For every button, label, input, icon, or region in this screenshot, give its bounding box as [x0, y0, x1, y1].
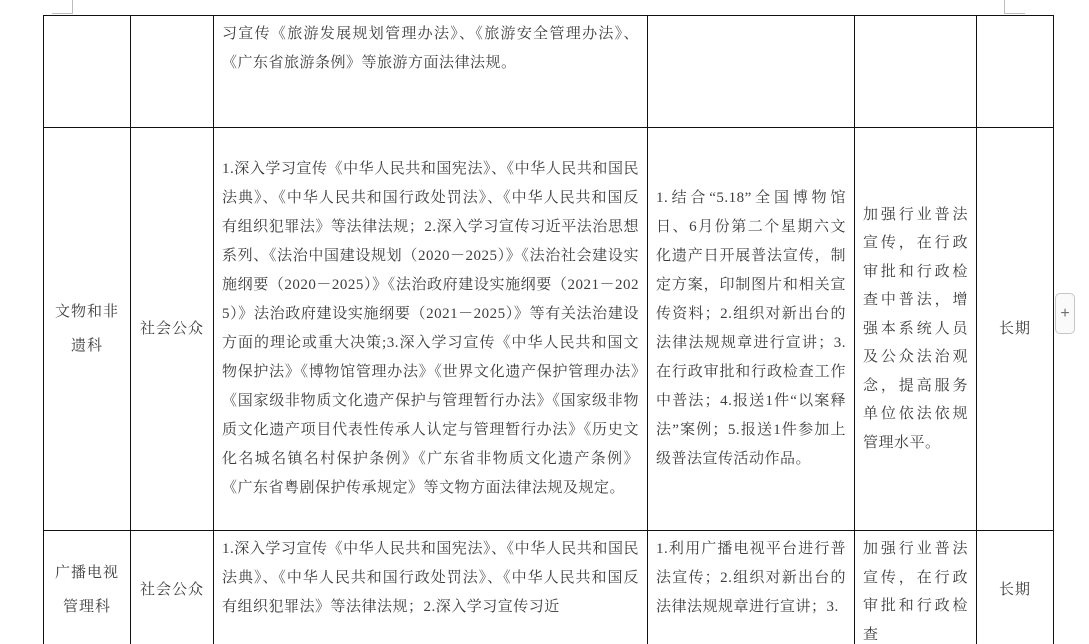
table-row	[44, 16, 1054, 128]
table-row	[44, 128, 1054, 531]
page-margin-mark-left-vertical	[72, 0, 73, 13]
cell-learning-content[interactable]: 1.深入学习宣传《中华人民共和国宪法》、《中华人民共和国民法典》、《中华人民共和国行政处罚法》、《中华人民共和国反有组织犯罪法》等法律法规；2.深入学习宣传习近	[214, 531, 648, 644]
cell-measures[interactable]	[648, 16, 855, 128]
cell-department[interactable]	[44, 16, 131, 128]
page-margin-mark-right-horizontal	[1004, 13, 1025, 14]
cell-audience[interactable]	[131, 16, 214, 128]
cell-measures[interactable]: 1.利用广播电视平台进行普法宣传；2.组织对新出台的法律法规规章进行宣讲；3.	[648, 531, 855, 644]
cell-goal[interactable]: 加强行业普法宣传，在行政审批和行政检查	[855, 531, 977, 644]
law-promotion-plan-table	[43, 15, 1054, 644]
cell-department[interactable]: 文物和非遗科	[44, 128, 131, 531]
table-row	[44, 531, 1054, 644]
plus-icon: +	[1060, 304, 1070, 322]
add-button[interactable]	[1055, 293, 1075, 334]
cell-goal[interactable]	[855, 16, 977, 128]
cell-measures[interactable]: 1.结合“5.18”全国博物馆日、6月份第二个星期六文化遗产日开展普法宣传，制定方案，印制图片和相关宣传资料；2.组织对新出台的法律法规规章进行宣讲；3.在行政审批和行政检查工作中普法；4.报送1件“以案释法”案例；5.报送1件参加上级普法宣传活动作品。	[648, 128, 855, 531]
cell-duration[interactable]: 长期	[977, 128, 1054, 531]
cell-audience[interactable]: 社会公众	[131, 531, 214, 644]
cell-duration[interactable]: 长期	[977, 531, 1054, 644]
cell-learning-content[interactable]: 1.深入学习宣传《中华人民共和国宪法》、《中华人民共和国民法典》、《中华人民共和国行政处罚法》、《中华人民共和国反有组织犯罪法》等法律法规；2.深入学习宣传习近平法治思想系列、《法治中国建设规划（2020－2025）》《法治社会建设实施纲要（2020－2025）》《法治政府建设实施纲要（2021－2025）》法治政府建设实施纲要（2021－2025）》等有关法治建设方面的理论或重大决策;3.深入学习宣传《中华人民共和国文物保护法》《博物馆管理办法》《世界文化遗产保护管理办法》《国家级非物质文化遗产保护与管理暂行办法》《国家级非物质文化遗产项目代表性传承人认定与管理暂行办法》《历史文化名城名镇名村保护条例》《广东省非物质文化遗产条例》《广东省粤剧保护传承规定》等文物方面法律法规及规定。	[214, 128, 648, 531]
cell-department[interactable]: 广播电视管理科	[44, 531, 131, 644]
cell-learning-content[interactable]: 习宣传《旅游发展规划管理办法》、《旅游安全管理办法》、《广东省旅游条例》等旅游方面法律法规。	[214, 16, 648, 128]
page-margin-mark-left-horizontal	[52, 13, 73, 14]
page-margin-mark-right-vertical	[1004, 0, 1005, 13]
cell-goal[interactable]: 加强行业普法宣传，在行政审批和行政检查中普法，增强本系统人员及公众法治观念，提高服务单位依法依规管理水平。	[855, 128, 977, 531]
cell-audience[interactable]: 社会公众	[131, 128, 214, 531]
cell-duration[interactable]	[977, 16, 1054, 128]
